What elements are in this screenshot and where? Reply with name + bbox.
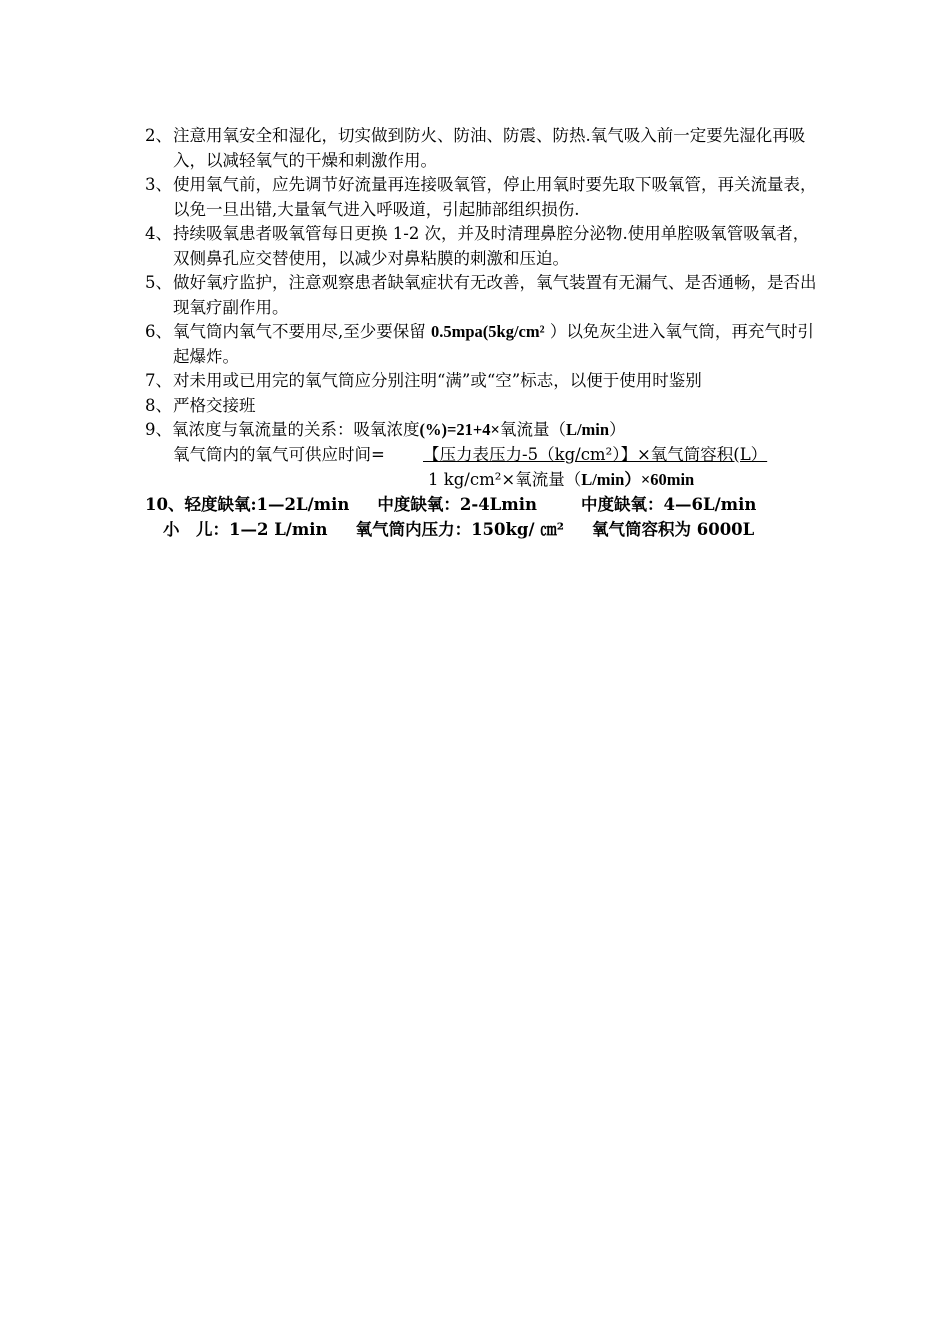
list-item-10-cont xyxy=(145,517,817,542)
list-item-8 xyxy=(145,394,817,419)
cylinder-pressure: 氧气筒内压力：150kg/ ㎝² xyxy=(355,520,564,539)
item-number: 2 、 xyxy=(145,124,172,149)
item-text: 做好氧疗监护，注意观察患者缺氧症状有无改善，氧气装置有无漏气、是否通畅，是否出现氧疗副作用。 xyxy=(173,273,817,317)
item-number: 5 、 xyxy=(145,271,172,296)
list-item-4 xyxy=(145,222,817,271)
item-text: 持续吸氧患者吸氧管每日更换 1-2 次，并及时清理鼻腔分泌物.使用单腔吸氧管吸氧者，双侧鼻孔应交替使用，以减少对鼻粘膜的刺激和压迫。 xyxy=(173,224,810,268)
child-flow: 小 儿：1—2 L/min xyxy=(163,520,328,539)
cylinder-volume: 氧气筒容积为 6000L xyxy=(591,520,755,539)
moderate-hypoxia-2: 中度缺氧：4—6L/min xyxy=(581,495,757,514)
item-number: 4 、 xyxy=(145,222,172,247)
item-text: 使用氧气前，应先调节好流量再连接吸氧管，停止用氧时要先取下吸氧管，再关流量表，以免一旦出错,大量氧气进入呼吸道，引起肺部组织损伤. xyxy=(173,175,817,219)
list-item-3 xyxy=(145,173,817,222)
item-text-bold: 0.5mpa(5kg/cm² xyxy=(431,322,545,341)
item-text: 注意用氧安全和湿化，切实做到防火、防油、防震、防热.氧气吸入前一定要先湿化再吸入，以减轻氧气的干燥和刺激作用。 xyxy=(173,126,806,170)
item-text-pre: 氧气筒内氧气不要用尽,至少要保留 xyxy=(173,322,431,341)
formula-close: ） xyxy=(609,420,626,439)
item-number: 3 、 xyxy=(145,173,172,198)
fraction-numerator: 【压力表压力-5（kg/cm²）】×氧气筒容积(L） xyxy=(423,444,768,464)
list-item-9-formula xyxy=(145,418,817,443)
item-number: 7 、 xyxy=(145,369,172,394)
document-body xyxy=(145,124,817,542)
item-number: 8 、 xyxy=(145,394,172,419)
item-text-post: ）以免灰尘进入氧气筒，再充气时引起爆炸。 xyxy=(173,322,814,366)
supply-time-formula xyxy=(145,443,817,468)
moderate-hypoxia-1: 中度缺氧：2-4Lmin xyxy=(377,495,538,514)
item-number: 6 、 xyxy=(145,320,172,345)
list-item-7 xyxy=(145,369,817,394)
formula-bold: (%)=21+4× xyxy=(419,420,500,439)
denominator-post: ）×60min xyxy=(624,469,695,489)
item-text: 对未用或已用完的氧气筒应分别注明“满”或“空”标志，以便于使用时鉴别 xyxy=(173,371,702,390)
denominator-pre: 1 kg/cm²×氧流量（ xyxy=(428,469,582,489)
list-item-5 xyxy=(145,271,817,320)
mild-hypoxia: 10、轻度缺氧:1—2L/min xyxy=(145,495,350,514)
formula-mid: 氧流量（ xyxy=(499,420,566,439)
item-text: 严格交接班 xyxy=(173,395,256,415)
formula-unit: L/min xyxy=(565,420,610,439)
list-item-6 xyxy=(145,320,817,369)
denominator-unit: L/min xyxy=(581,469,625,489)
fraction-denominator xyxy=(145,468,817,493)
list-item-2 xyxy=(145,124,817,173)
formula-label: 9、氧浓度与氧流量的关系：吸氧浓度 xyxy=(145,420,420,439)
list-item-10 xyxy=(145,492,817,517)
supply-time-label: 氧气筒内的氧气可供应时间= xyxy=(173,444,385,464)
